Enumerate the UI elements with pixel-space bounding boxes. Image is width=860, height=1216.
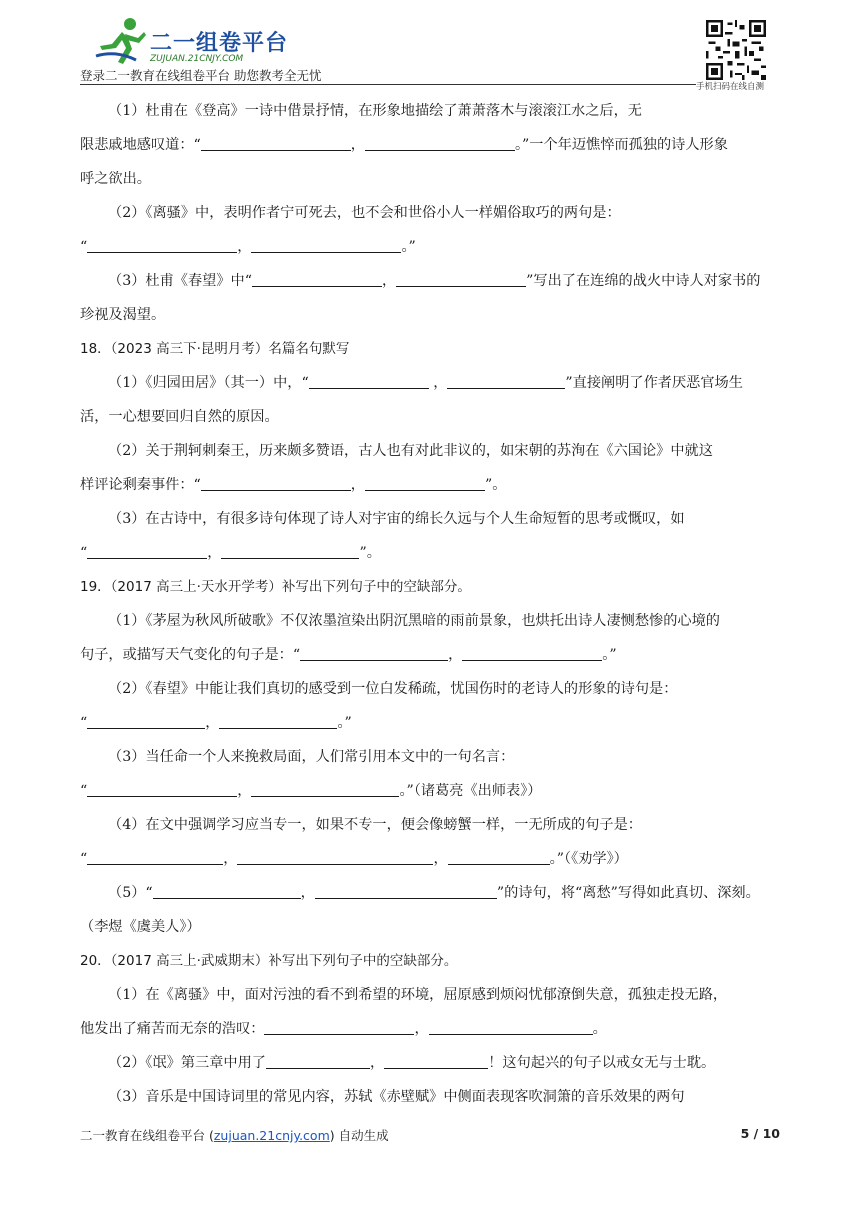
text-segment: 20．（2017 高三上·武威期末）补写出下列句子中的空缺部分。 — [80, 953, 458, 969]
answer-blank[interactable] — [300, 642, 448, 661]
qr-code-icon[interactable] — [706, 20, 766, 80]
answer-blank[interactable] — [462, 642, 602, 661]
answer-blank[interactable] — [315, 880, 497, 899]
text-segment: （2）关于荆轲刺秦王，历来颇多赞语，古人也有对此非议的，如宋朝的苏洵在《六国论》中就这 — [108, 443, 713, 459]
text-segment: ， — [350, 477, 365, 493]
answer-blank[interactable] — [201, 132, 351, 151]
text-segment: 。” — [602, 647, 617, 663]
header-divider — [80, 84, 696, 85]
text-segment: ， — [414, 1021, 429, 1037]
text-segment: （3）当任命一个人来挽救局面，人们常引用本文中的一句名言： — [108, 749, 515, 765]
text-line — [80, 298, 780, 332]
text-segment: “ — [80, 715, 88, 731]
question-heading — [80, 570, 780, 604]
text-segment: （3）音乐是中国诗词里的常见内容，苏轼《赤壁赋》中侧面表现客吹洞箫的音乐效果的两句 — [108, 1089, 685, 1105]
text-segment: （李煜《虞美人》） — [80, 919, 201, 935]
answer-blank[interactable] — [264, 1016, 414, 1035]
answer-blank[interactable] — [87, 540, 207, 559]
answer-blank[interactable] — [309, 370, 429, 389]
text-segment: （3）在古诗中，有很多诗句体现了诗人对宇宙的绵长久远与个人生命短暂的思考或慨叹，如 — [108, 511, 685, 527]
text-segment: ， — [237, 783, 252, 799]
text-segment: 限悲戚地感叹道：“ — [80, 137, 201, 153]
answer-blank[interactable] — [251, 778, 399, 797]
text-line — [80, 230, 780, 264]
text-line — [80, 1080, 780, 1114]
text-segment: ， — [205, 715, 220, 731]
text-line — [80, 842, 780, 876]
answer-blank[interactable] — [87, 778, 237, 797]
text-line — [80, 196, 780, 230]
text-segment: 。” — [401, 239, 416, 255]
text-segment: 18．（2023 高三下·昆明月考）名篇名句默写 — [80, 341, 350, 357]
text-segment: ， — [207, 545, 222, 561]
text-segment: “ — [80, 851, 88, 867]
text-segment: ”的诗句，将“离愁”写得如此真切、深刻。 — [496, 885, 760, 901]
text-segment: 他发出了痛苦而无奈的浩叹： — [80, 1021, 265, 1037]
text-line — [80, 536, 780, 570]
text-segment: 样评论剩秦事件：“ — [80, 477, 201, 493]
text-line — [80, 94, 780, 128]
text-segment: （2）《离骚》中，表明作者宁可死去，也不会和世俗小人一样媚俗取巧的两句是： — [108, 205, 621, 221]
text-segment: （1）杜甫在《登高》一诗中借景抒情，在形象地描绘了萧萧落木与滚滚江水之后，无 — [108, 103, 642, 119]
text-segment: “ — [80, 545, 88, 561]
page-header — [0, 0, 860, 96]
text-line — [80, 434, 780, 468]
text-segment: ， — [237, 239, 252, 255]
text-segment: 。” — [337, 715, 352, 731]
footer-suffix: ) 自动生成 — [329, 1128, 389, 1143]
text-segment: （2）《氓》第三章中用了 — [108, 1055, 266, 1071]
text-segment: 19．（2017 高三上·天水开学考）补写出下列句子中的空缺部分。 — [80, 579, 471, 595]
text-segment: ”写出了在连绵的战火中诗人对家书的 — [526, 273, 761, 289]
answer-blank[interactable] — [365, 132, 515, 151]
text-line — [80, 978, 780, 1012]
answer-blank[interactable] — [252, 268, 382, 287]
text-line — [80, 706, 780, 740]
answer-blank[interactable] — [87, 234, 237, 253]
text-segment: “ — [80, 239, 88, 255]
question-heading — [80, 332, 780, 366]
qr-caption: 手机扫码在线自测 — [696, 82, 765, 92]
answer-blank[interactable] — [448, 846, 550, 865]
text-segment: ， — [370, 1055, 385, 1071]
header-tagline: 登录二一教育在线组卷平台 助您教考全无忧 — [80, 68, 322, 83]
answer-blank[interactable] — [447, 370, 565, 389]
answer-blank[interactable] — [221, 540, 359, 559]
answer-blank[interactable] — [153, 880, 301, 899]
text-segment: ， — [350, 137, 365, 153]
text-line — [80, 808, 780, 842]
answer-blank[interactable] — [429, 1016, 593, 1035]
text-line — [80, 468, 780, 502]
text-line — [80, 774, 780, 808]
text-line — [80, 638, 780, 672]
answer-blank[interactable] — [201, 472, 351, 491]
text-segment: （1）《茅屋为秋风所破歌》不仅浓墨渲染出阴沉黑暗的雨前景象，也烘托出诗人凄恻愁惨的心境的 — [108, 613, 720, 629]
runner-logo-icon — [92, 16, 148, 68]
text-segment: ， — [381, 273, 397, 289]
text-line — [80, 502, 780, 536]
page-number: 5 / 10 — [740, 1126, 780, 1141]
text-segment: ， — [428, 375, 448, 391]
text-line — [80, 264, 780, 298]
text-segment: 珍视及渴望。 — [80, 307, 166, 323]
text-segment: 。”（诸葛亮《出师表》） — [399, 783, 542, 799]
text-segment: 。”（《劝学》） — [549, 851, 628, 867]
answer-blank[interactable] — [365, 472, 485, 491]
text-segment: ”。 — [484, 477, 507, 493]
logo — [92, 16, 292, 68]
text-segment: “ — [80, 783, 88, 799]
text-line — [80, 1012, 780, 1046]
text-segment: 活，一心想要回归自然的原因。 — [80, 409, 279, 425]
question-content — [80, 94, 780, 1114]
text-segment: （1）在《离骚》中，面对污浊的看不到希望的环境，屈原感到烦闷忧郁潦倒失意，孤独走投无路， — [108, 987, 728, 1003]
text-line — [80, 672, 780, 706]
answer-blank[interactable] — [396, 268, 526, 287]
answer-blank[interactable] — [384, 1050, 488, 1069]
text-segment: ， — [300, 885, 315, 901]
page-footer — [80, 1126, 780, 1144]
text-segment: ”。 — [359, 545, 381, 561]
logo-url: ZUJUAN.21CNJY.COM — [150, 54, 244, 64]
text-segment: （4）在文中强调学习应当专一，如果不专一，便会像螃蟹一样，一无所成的句子是： — [108, 817, 642, 833]
text-line — [80, 128, 780, 162]
question-heading — [80, 944, 780, 978]
text-line — [80, 162, 780, 196]
text-line — [80, 910, 780, 944]
answer-blank[interactable] — [87, 846, 223, 865]
text-segment: （2）《春望》中能让我们真切的感受到一位白发稀疏，忧国伤时的老诗人的形象的诗句是： — [108, 681, 678, 697]
footer-link[interactable]: zujuan.21cnjy.com — [213, 1128, 330, 1143]
answer-blank[interactable] — [266, 1050, 370, 1069]
text-segment: ”直接阐明了作者厌恶官场生 — [565, 375, 743, 391]
text-segment: ！这句起兴的句子以戒女无与士耽。 — [488, 1055, 716, 1071]
text-segment: （1）《归园田居》（其一）中，“ — [108, 375, 309, 391]
answer-blank[interactable] — [237, 846, 433, 865]
answer-blank[interactable] — [87, 710, 205, 729]
text-segment: ， — [448, 647, 463, 663]
text-segment: （5）“ — [108, 885, 153, 901]
logo-text: 二一组卷平台 — [150, 31, 289, 56]
text-segment: 。”一个年迈憔悴而孤独的诗人形象 — [514, 137, 728, 153]
text-line — [80, 1046, 780, 1080]
footer-prefix: 二一教育在线组卷平台 ( — [80, 1128, 214, 1143]
text-line — [80, 876, 780, 910]
text-segment: 呼之欲出。 — [80, 171, 151, 187]
answer-blank[interactable] — [219, 710, 337, 729]
text-line — [80, 366, 780, 400]
text-line — [80, 400, 780, 434]
text-segment: ， — [433, 851, 448, 867]
text-segment: 。 — [592, 1021, 607, 1037]
text-line — [80, 740, 780, 774]
text-segment: 句子，或描写天气变化的句子是：“ — [80, 647, 301, 663]
text-segment: （3）杜甫《春望》中“ — [108, 273, 252, 289]
text-segment: ， — [223, 851, 238, 867]
answer-blank[interactable] — [251, 234, 401, 253]
text-line — [80, 604, 780, 638]
